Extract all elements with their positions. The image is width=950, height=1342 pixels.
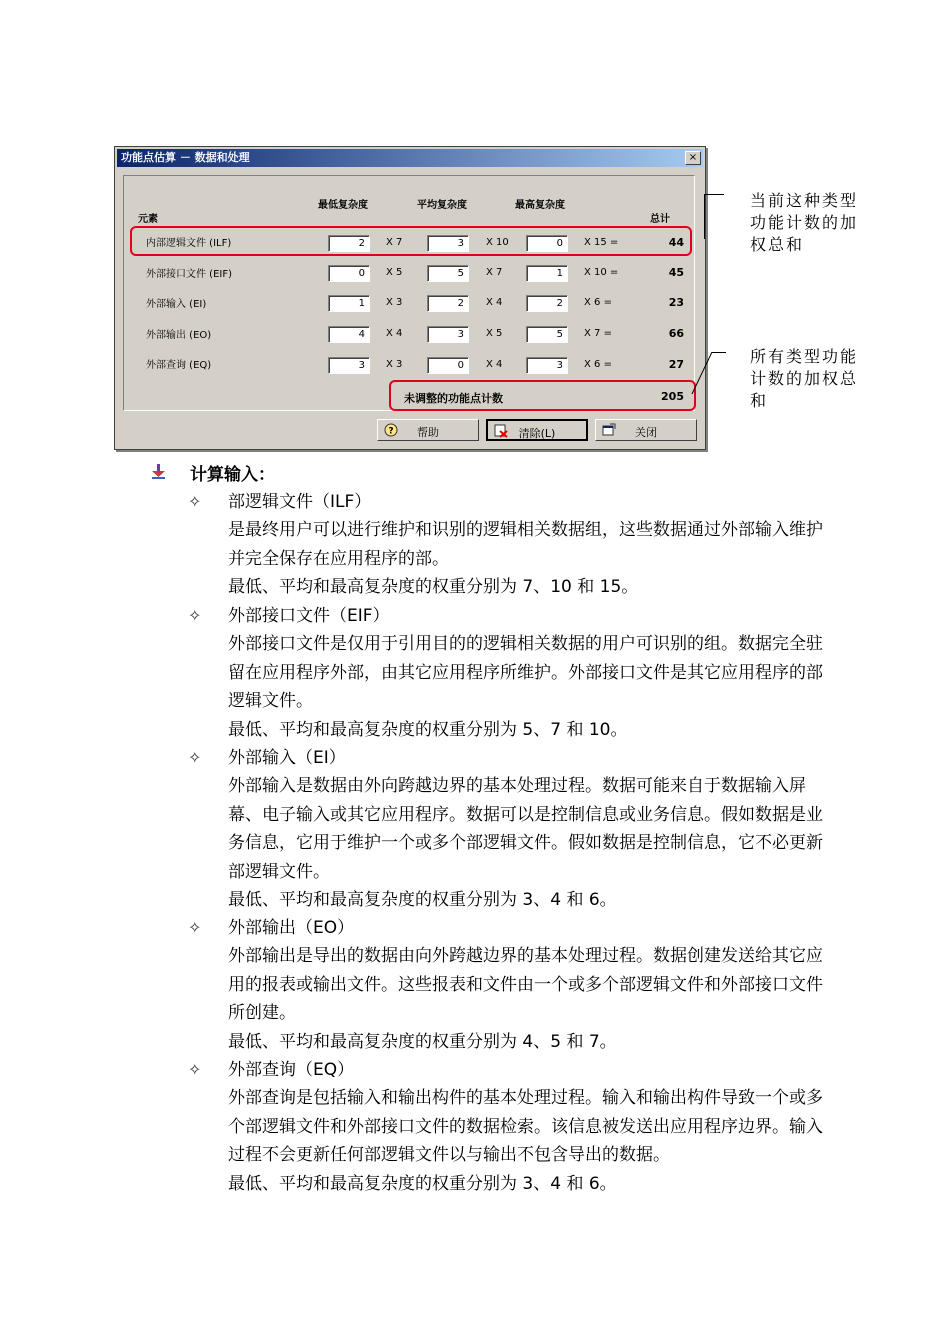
diamond-star-icon: ✧	[188, 918, 202, 937]
eq-total: 27	[668, 358, 684, 371]
eq-low-input[interactable]: 3	[328, 357, 370, 374]
header-element: 元素	[138, 214, 158, 225]
section-weights: 最低、平均和最高复杂度的权重分别为 7、10 和 15。	[228, 577, 639, 598]
unadjusted-label: 未调整的功能点计数	[404, 392, 503, 405]
header-avg: 平均复杂度	[417, 200, 467, 211]
section-paragraph: 外部输入是数据由外向跨越边界的基本处理过程。数据可能来自于数据输入屏幕、电子输入或其它应用程序。数据可以是控制信息或业务信息。假如数据是业务信息，它用于维护一个或多个部逻辑文件。假如数据是控制信息，它不必更新部逻辑文件。	[228, 776, 823, 882]
row-label-ilf: 内部逻辑文件 (ILF)	[146, 238, 232, 249]
section-heading: 计算输入：	[190, 465, 275, 485]
ilf-high-weight: X 15 =	[584, 237, 619, 248]
section-title: 外部查询（EQ）	[228, 1060, 355, 1080]
eif-avg-weight: X 7	[486, 267, 503, 278]
unadjusted-total: 205	[661, 390, 684, 403]
ei-low-input[interactable]: 1	[328, 295, 370, 312]
ilf-row-highlight	[130, 226, 692, 256]
header-low: 最低复杂度	[318, 200, 368, 211]
section-weights: 最低、平均和最高复杂度的权重分别为 5、7 和 10。	[228, 719, 628, 740]
callout-bottom-text: 所有类型功能计数的加权总和	[750, 347, 859, 410]
section-weights: 最低、平均和最高复杂度的权重分别为 3、4 和 6。	[228, 890, 617, 911]
ei-high-input[interactable]: 2	[526, 295, 568, 312]
eif-high-weight: X 10 =	[584, 267, 619, 278]
callout-top-leader	[704, 194, 724, 195]
row-label-eif: 外部接口文件 (EIF)	[146, 269, 233, 280]
ilf-avg-weight: X 10	[486, 237, 509, 248]
callout-bottom-leader	[712, 352, 726, 353]
eif-high-input[interactable]: 1	[526, 265, 568, 282]
ei-avg-input[interactable]: 2	[427, 295, 469, 312]
section-paragraph: 外部查询是包括输入和输出构件的基本处理过程。输入和输出构件导致一个或多个部逻辑文件和外部接口文件的数据检索。该信息被发送出应用程序边界。输入过程不会更新任何部逻辑文件以与输出不包含导出的数据。	[228, 1088, 823, 1166]
ei-total: 23	[668, 296, 684, 309]
diamond-star-icon: ✧	[188, 492, 202, 511]
header-high: 最高复杂度	[515, 200, 565, 211]
ilf-high-input[interactable]: 0	[526, 235, 568, 252]
ei-high-weight: X 6 =	[584, 297, 612, 308]
ilf-total: 44	[668, 236, 684, 249]
callout-bottom-leader-diagonal	[690, 352, 714, 396]
section-ilf	[188, 488, 828, 602]
ilf-low-weight: X 7	[386, 237, 403, 248]
help-button[interactable]: ? 帮助	[377, 419, 479, 441]
section-title: 部逻辑文件（ILF）	[228, 492, 372, 512]
section-paragraph: 外部接口文件是仅用于引用目的的逻辑相关数据的用户可识别的组。数据完全驻留在应用程序外部，由其它应用程序所维护。外部接口文件是其它应用程序的部逻辑文件。	[228, 634, 823, 712]
diamond-star-icon: ✧	[188, 606, 202, 625]
row-label-eo: 外部输出 (EO)	[146, 330, 212, 341]
svg-text:?: ?	[388, 426, 394, 437]
eo-high-weight: X 7 =	[584, 328, 612, 339]
eo-avg-weight: X 5	[486, 328, 503, 339]
eq-avg-input[interactable]: 0	[427, 357, 469, 374]
eif-total: 45	[668, 266, 684, 279]
eq-high-weight: X 6 =	[584, 359, 612, 370]
section-eo	[188, 914, 828, 1056]
eq-low-weight: X 3	[386, 359, 403, 370]
eif-low-input[interactable]: 0	[328, 265, 370, 282]
close-icon[interactable]: ×	[685, 151, 701, 165]
section-title: 外部接口文件（EIF）	[228, 606, 390, 626]
diamond-star-icon: ✧	[188, 1060, 202, 1079]
ei-avg-weight: X 4	[486, 297, 503, 308]
eo-high-input[interactable]: 5	[526, 326, 568, 343]
eq-avg-weight: X 4	[486, 359, 503, 370]
clear-button[interactable]: 清除(L)	[486, 419, 588, 441]
callout-top-text: 当前这种类型功能计数的加权总和	[750, 191, 859, 254]
section-weights: 最低、平均和最高复杂度的权重分别为 4、5 和 7。	[228, 1031, 617, 1052]
eq-high-input[interactable]: 3	[526, 357, 568, 374]
callout-top-leader-vertical	[704, 195, 705, 239]
function-point-dialog	[114, 146, 706, 450]
eif-avg-input[interactable]: 5	[427, 265, 469, 282]
eo-low-weight: X 4	[386, 328, 403, 339]
eif-low-weight: X 5	[386, 267, 403, 278]
section-ei	[188, 744, 828, 914]
ei-low-weight: X 3	[386, 297, 403, 308]
close-button[interactable]: 关闭	[595, 419, 697, 441]
section-eq	[188, 1056, 828, 1198]
dialog-title: 功能点估算 － 数据和处理	[117, 149, 703, 167]
section-paragraph: 是最终用户可以进行维护和识别的逻辑相关数据组，这些数据通过外部输入维护并完全保存在应用程序的部。	[228, 520, 823, 569]
eo-avg-input[interactable]: 3	[427, 326, 469, 343]
section-paragraph: 外部输出是导出的数据由向外跨越边界的基本处理过程。数据创建发送给其它应用的报表或输出文件。这些报表和文件由一个或多个部逻辑文件和外部接口文件所创建。	[228, 946, 823, 1024]
section-title: 外部输出（EO）	[228, 918, 355, 938]
ilf-low-input[interactable]: 2	[328, 235, 370, 252]
section-title: 外部输入（EI）	[228, 748, 346, 768]
diamond-star-icon: ✧	[188, 748, 202, 767]
total-highlight	[389, 380, 696, 411]
eo-low-input[interactable]: 4	[328, 326, 370, 343]
ilf-avg-input[interactable]: 3	[427, 235, 469, 252]
section-eif	[188, 602, 828, 744]
data-panel	[123, 175, 695, 411]
eo-total: 66	[668, 327, 684, 340]
section-weights: 最低、平均和最高复杂度的权重分别为 3、4 和 6。	[228, 1173, 617, 1194]
bullet-arrow-icon	[150, 464, 168, 480]
header-total: 总计	[650, 214, 670, 225]
row-label-eq: 外部查询 (EQ)	[146, 360, 212, 371]
row-label-ei: 外部输入 (EI)	[146, 299, 207, 310]
